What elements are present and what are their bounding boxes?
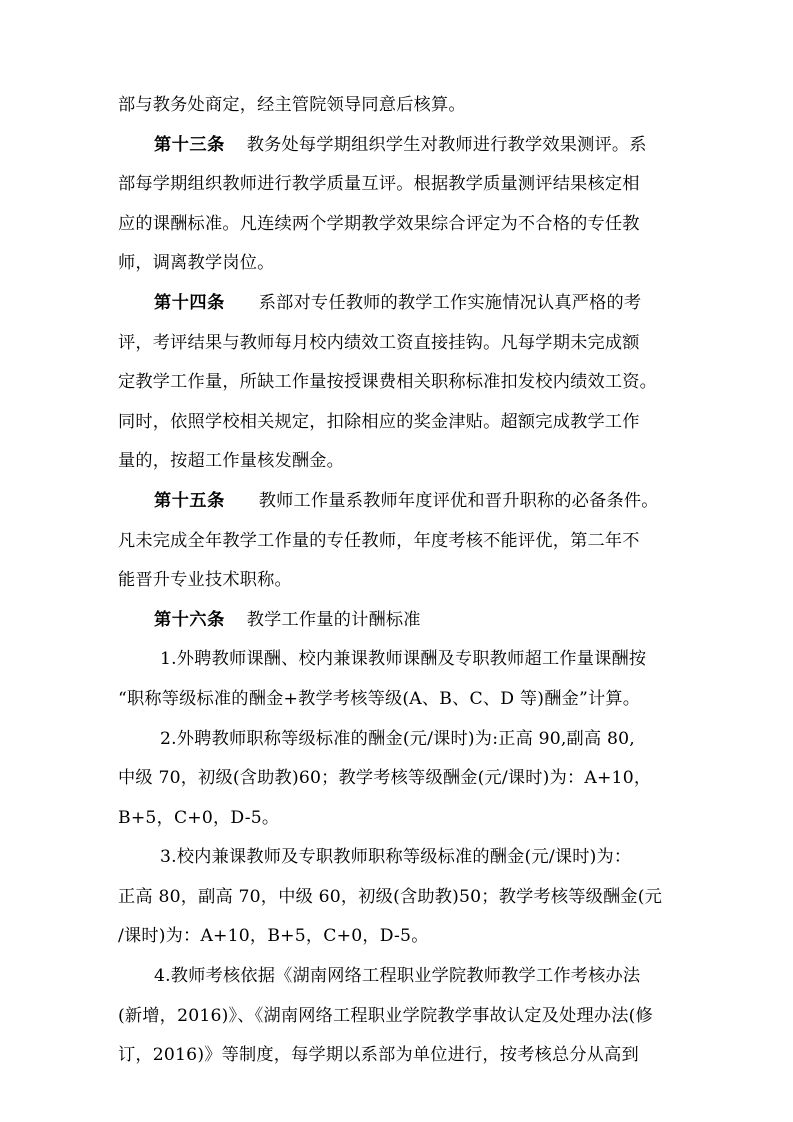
paragraph-line: 应的课酬标准。凡连续两个学期教学效果综合评定为不合格的专任教 (118, 213, 640, 234)
paragraph-line: 中级 70，初级(含助教)60；教学考核等级酬金(元/课时)为：A+10， (118, 768, 652, 789)
paragraph-line: 能晋升专业技术职称。 (118, 570, 292, 591)
article-15-text: 教师工作量系教师年度评优和晋升职称的必备条件。 (258, 490, 659, 511)
paragraph-line: “职称等级标准的酬金+教学考核等级(A、B、C、D 等)酬金”计算。 (118, 688, 641, 709)
paragraph-line: 定教学工作量，所缺工作量按授课费相关职称标准扣发校内绩效工资。 (118, 372, 658, 393)
paragraph-line: B+5，C+0，D-5。 (118, 807, 280, 828)
list-item-2-line: 2.外聘教师职称等级标准的酬金(元/课时)为:正高 90,副高 80, (160, 728, 635, 749)
paragraph-line: 部每学期组织教师进行教学质量互评。根据教学质量测评结果核定相 (118, 174, 640, 195)
paragraph-line: 凡未完成全年教学工作量的专任教师，年度考核不能评优，第二年不 (118, 530, 640, 551)
paragraph-line: 部与教务处商定，经主管院领导同意后核算。 (118, 95, 466, 115)
paragraph-line: 评，考评结果与教师每月校内绩效工资直接挂钩。凡每学期未完成额 (118, 332, 640, 353)
paragraph-line: (新增，2016)》、《湖南网络工程职业学院教学事故认定及处理办法(修 (118, 1005, 653, 1026)
article-16-text: 教学工作量的计酬标准 (246, 609, 421, 630)
paragraph-line: 同时，依照学校相关规定，扣除相应的奖金津贴。超额完成教学工作 (118, 411, 640, 432)
article-15-label: 第十五条 (154, 490, 225, 511)
list-item-3-line: 3.校内兼课教师及专职教师职称等级标准的酬金(元/课时)为： (160, 847, 632, 868)
paragraph-line: 订，2016)》等制度，每学期以系部为单位进行，按考核总分从高到 (118, 1045, 639, 1066)
paragraph-line: /课时)为：A+10，B+5，C+0，D-5。 (118, 926, 429, 947)
article-14-label: 第十四条 (154, 292, 225, 313)
document-body (118, 86, 688, 1076)
article-16-label: 第十六条 (154, 609, 225, 630)
paragraph-line: 正高 80，副高 70，中级 60，初级(含助教)50；教学考核等级酬金(元 (118, 886, 663, 907)
article-15-line (118, 482, 688, 522)
article-14-line (118, 284, 688, 324)
list-item-1-line: 1.外聘教师课酬、校内兼课教师课酬及专职教师超工作量课酬按 (160, 649, 647, 670)
article-13-text: 教务处每学期组织学生对教师进行教学效果测评。系 (246, 134, 647, 155)
article-14-text: 系部对专任教师的教学工作实施情况认真严格的考 (258, 292, 642, 313)
article-13-line (118, 126, 688, 166)
list-item-4-line: 4.教师考核依据《湖南网络工程职业学院教师教学工作考核办法 (154, 966, 641, 987)
article-13-label: 第十三条 (154, 134, 225, 155)
article-16-line (118, 601, 688, 641)
paragraph-line: 量的，按超工作量核发酬金。 (118, 451, 345, 472)
paragraph-line: 师，调离教学岗位。 (118, 253, 275, 274)
